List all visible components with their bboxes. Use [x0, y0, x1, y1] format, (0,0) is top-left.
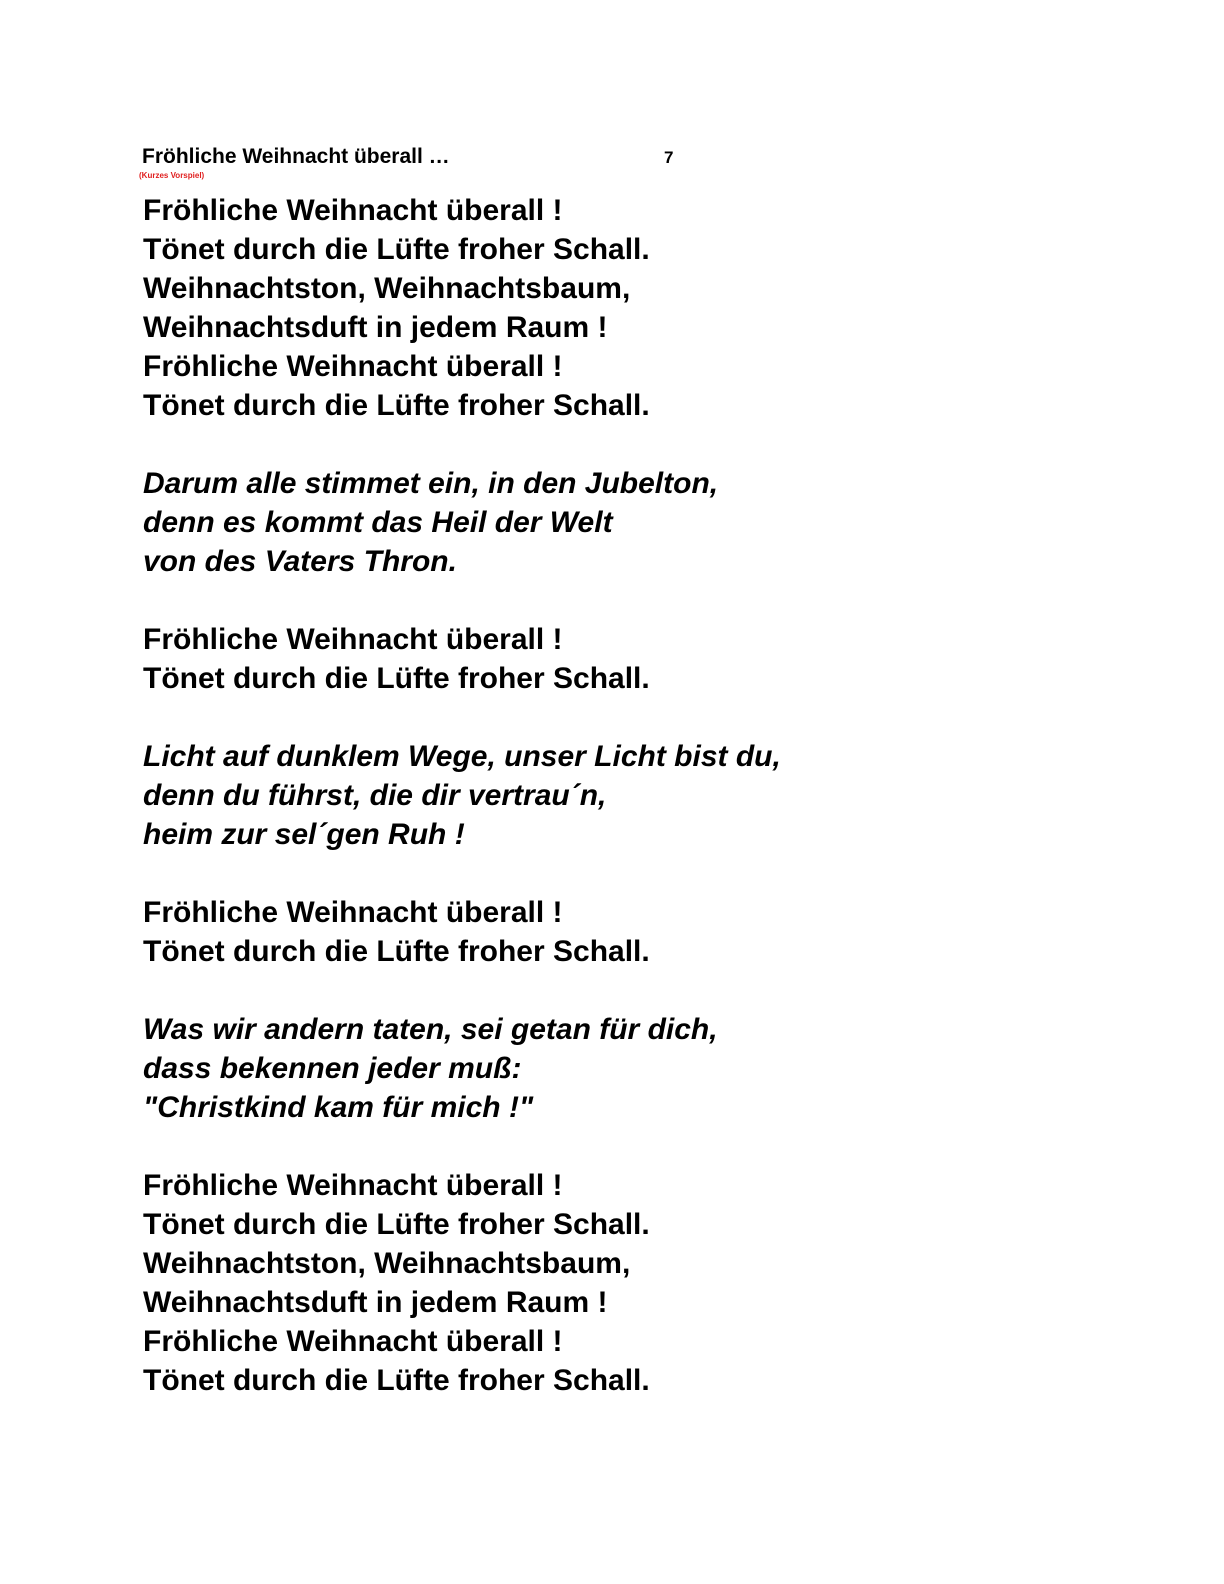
lyric-line: heim zur sel´gen Ruh ! [143, 818, 465, 851]
intro-note: (Kurzes Vorspiel) [139, 171, 205, 180]
lyric-line: Tönet durch die Lüfte froher Schall. [143, 233, 650, 266]
lyric-line: Fröhliche Weihnacht überall ! [143, 194, 563, 227]
stanza-refrain [143, 620, 1043, 698]
stanza-verse [143, 737, 1043, 854]
lyric-line: Licht auf dunklem Wege, unser Licht bist du, [143, 740, 781, 773]
lyric-line: Weihnachtston, Weihnachtsbaum, [143, 1247, 631, 1280]
song-title: Fröhliche Weihnacht überall … [142, 145, 450, 168]
stanza-refrain [143, 191, 1043, 425]
lyric-line: Fröhliche Weihnacht überall ! [143, 1325, 563, 1358]
lyric-line: Fröhliche Weihnacht überall ! [143, 896, 563, 929]
stanza-refrain [143, 1166, 1043, 1400]
lyric-line: von des Vaters Thron. [143, 545, 457, 578]
stanza-verse [143, 464, 1043, 581]
lyric-line: Tönet durch die Lüfte froher Schall. [143, 1208, 650, 1241]
lyric-line: denn du führst, die dir vertrau´n, [143, 779, 607, 812]
lyric-line: "Christkind kam für mich !" [143, 1091, 534, 1124]
lyric-line: Tönet durch die Lüfte froher Schall. [143, 662, 650, 695]
stanza-refrain [143, 893, 1043, 971]
lyric-line: Tönet durch die Lüfte froher Schall. [143, 1364, 650, 1397]
lyric-line: Fröhliche Weihnacht überall ! [143, 623, 563, 656]
lyric-line: denn es kommt das Heil der Welt [143, 506, 613, 539]
page-number: 7 [664, 148, 674, 167]
lyric-line: Was wir andern taten, sei getan für dich, [143, 1013, 718, 1046]
lyric-line: Weihnachtsduft in jedem Raum ! [143, 1286, 608, 1319]
lyric-line: Fröhliche Weihnacht überall ! [143, 1169, 563, 1202]
stanza-verse [143, 1010, 1043, 1127]
song-header [139, 144, 702, 188]
lyric-line: dass bekennen jeder muß: [143, 1052, 522, 1085]
lyric-line: Fröhliche Weihnacht überall ! [143, 350, 563, 383]
lyric-line: Tönet durch die Lüfte froher Schall. [143, 389, 650, 422]
lyric-line: Weihnachtsduft in jedem Raum ! [143, 311, 608, 344]
lyrics [143, 191, 1043, 1439]
lyric-line: Tönet durch die Lüfte froher Schall. [143, 935, 650, 968]
lyric-line: Darum alle stimmet ein, in den Jubelton, [143, 467, 719, 500]
lyric-line: Weihnachtston, Weihnachtsbaum, [143, 272, 631, 305]
